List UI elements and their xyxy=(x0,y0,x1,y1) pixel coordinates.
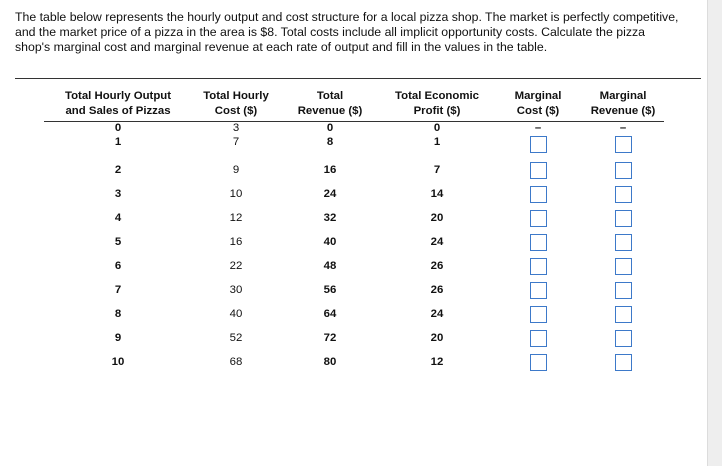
cell-marginal-cost xyxy=(494,350,582,374)
cell-economic-profit: 14 xyxy=(430,188,444,200)
cell-total-revenue: 64 xyxy=(323,308,337,320)
marginal-cost-input[interactable] xyxy=(530,136,547,153)
marginal-cost-placeholder: – xyxy=(534,122,542,134)
cell-marginal-cost xyxy=(494,158,582,182)
cell-total-cost: 16 xyxy=(229,236,243,248)
cell-economic-profit: 20 xyxy=(430,332,444,344)
table-row xyxy=(44,302,664,326)
cell-marginal-revenue xyxy=(582,230,664,254)
marginal-revenue-input[interactable] xyxy=(615,210,632,227)
cell-output: 3 xyxy=(114,188,122,200)
cell-total-cost: 10 xyxy=(229,188,243,200)
cell-economic-profit: 24 xyxy=(430,308,444,320)
cell-total-cost: 9 xyxy=(232,164,240,176)
cell-economic-profit: 1 xyxy=(433,136,441,148)
table-row xyxy=(44,278,664,302)
divider xyxy=(15,78,701,79)
table-header-row xyxy=(44,89,664,122)
cell-economic-profit: 0 xyxy=(433,122,441,134)
cell-marginal-cost xyxy=(494,278,582,302)
cell-marginal-revenue xyxy=(582,122,664,135)
marginal-cost-input[interactable] xyxy=(530,234,547,251)
cell-economic-profit: 7 xyxy=(433,164,441,176)
marginal-cost-input[interactable] xyxy=(530,306,547,323)
cell-total-revenue: 8 xyxy=(326,136,334,148)
cell-total-cost: 3 xyxy=(232,122,240,134)
cell-total-cost: 68 xyxy=(229,356,243,368)
table-row xyxy=(44,350,664,374)
marginal-revenue-input[interactable] xyxy=(615,330,632,347)
header-total-revenue: Total Revenue ($) xyxy=(280,89,380,122)
cell-output: 2 xyxy=(114,164,122,176)
cell-marginal-revenue xyxy=(582,302,664,326)
cell-marginal-cost xyxy=(494,254,582,278)
marginal-revenue-input[interactable] xyxy=(615,354,632,371)
cell-marginal-cost xyxy=(494,302,582,326)
cost-table xyxy=(44,89,664,374)
marginal-revenue-input[interactable] xyxy=(615,234,632,251)
table-row xyxy=(44,134,664,158)
marginal-cost-input[interactable] xyxy=(530,162,547,179)
cell-marginal-cost xyxy=(494,134,582,158)
cell-marginal-revenue xyxy=(582,350,664,374)
cell-output: 10 xyxy=(111,356,125,368)
table-row xyxy=(44,158,664,182)
cell-output: 9 xyxy=(114,332,122,344)
marginal-revenue-input[interactable] xyxy=(615,306,632,323)
table-row xyxy=(44,254,664,278)
cell-output: 7 xyxy=(114,284,122,296)
table-row xyxy=(44,182,664,206)
header-marginal-cost: Marginal Cost ($) xyxy=(494,89,582,122)
marginal-cost-input[interactable] xyxy=(530,354,547,371)
cell-output: 5 xyxy=(114,236,122,248)
marginal-revenue-input[interactable] xyxy=(615,258,632,275)
cell-marginal-revenue xyxy=(582,158,664,182)
cell-marginal-revenue xyxy=(582,182,664,206)
table-row xyxy=(44,206,664,230)
cell-total-revenue: 0 xyxy=(326,122,334,134)
cell-economic-profit: 20 xyxy=(430,212,444,224)
cell-economic-profit: 12 xyxy=(430,356,444,368)
cell-total-revenue: 80 xyxy=(323,356,337,368)
cell-marginal-revenue xyxy=(582,206,664,230)
cell-total-cost: 12 xyxy=(229,212,243,224)
cell-marginal-cost xyxy=(494,326,582,350)
cell-output: 6 xyxy=(114,260,122,272)
table-row xyxy=(44,122,664,135)
cell-total-revenue: 24 xyxy=(323,188,337,200)
cell-output: 4 xyxy=(114,212,122,224)
cell-marginal-revenue xyxy=(582,326,664,350)
marginal-revenue-input[interactable] xyxy=(615,136,632,153)
cell-total-revenue: 16 xyxy=(323,164,337,176)
cell-marginal-cost xyxy=(494,182,582,206)
table-row xyxy=(44,230,664,254)
cell-marginal-cost xyxy=(494,206,582,230)
cell-economic-profit: 26 xyxy=(430,284,444,296)
cell-total-revenue: 72 xyxy=(323,332,337,344)
cell-total-cost: 22 xyxy=(229,260,243,272)
marginal-cost-input[interactable] xyxy=(530,186,547,203)
marginal-revenue-input[interactable] xyxy=(615,162,632,179)
cell-marginal-cost xyxy=(494,230,582,254)
table-row xyxy=(44,326,664,350)
cell-total-cost: 52 xyxy=(229,332,243,344)
cell-total-revenue: 32 xyxy=(323,212,337,224)
marginal-cost-input[interactable] xyxy=(530,258,547,275)
marginal-revenue-input[interactable] xyxy=(615,282,632,299)
cell-marginal-revenue xyxy=(582,278,664,302)
cell-economic-profit: 26 xyxy=(430,260,444,272)
cell-total-revenue: 56 xyxy=(323,284,337,296)
cell-output: 1 xyxy=(114,136,122,148)
marginal-cost-input[interactable] xyxy=(530,330,547,347)
cell-total-cost: 7 xyxy=(232,136,240,148)
marginal-cost-input[interactable] xyxy=(530,210,547,227)
cell-output: 8 xyxy=(114,308,122,320)
cell-economic-profit: 24 xyxy=(430,236,444,248)
cell-total-cost: 30 xyxy=(229,284,243,296)
header-total-cost: Total Hourly Cost ($) xyxy=(192,89,280,122)
scrollbar[interactable] xyxy=(707,0,722,466)
cell-total-revenue: 48 xyxy=(323,260,337,272)
cell-marginal-revenue xyxy=(582,134,664,158)
cell-total-cost: 40 xyxy=(229,308,243,320)
header-economic-profit: Total Economic Profit ($) xyxy=(380,89,494,122)
cell-marginal-revenue xyxy=(582,254,664,278)
marginal-revenue-input[interactable] xyxy=(615,186,632,203)
marginal-revenue-placeholder: – xyxy=(619,122,627,134)
question-text: The table below represents the hourly output and cost structure for a local pizza shop. The market is perfectly competitive, and the market price of a pizza in the area is $8. Total costs include all implicit opportunity costs. Calculate the pizza shop's marginal cost and marginal revenue at each rate of output and fill in the values in the table. xyxy=(15,10,679,55)
cell-total-revenue: 40 xyxy=(323,236,337,248)
header-marginal-revenue: Marginal Revenue ($) xyxy=(582,89,664,122)
cell-output: 0 xyxy=(114,122,122,134)
cell-marginal-cost xyxy=(494,122,582,135)
header-output: Total Hourly Output and Sales of Pizzas xyxy=(44,89,192,122)
marginal-cost-input[interactable] xyxy=(530,282,547,299)
